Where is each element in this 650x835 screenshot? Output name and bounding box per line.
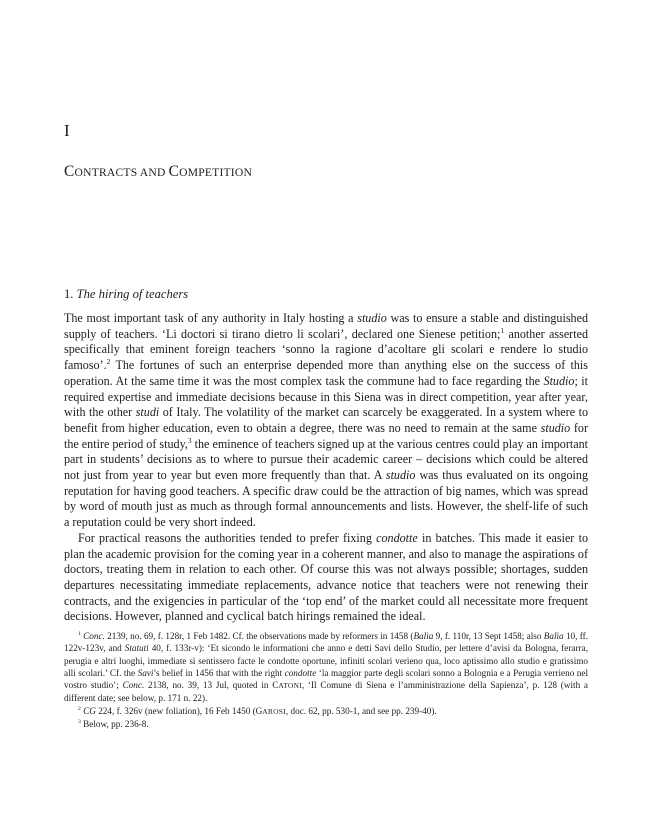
italic-term: Balìa bbox=[413, 631, 434, 641]
text-run: another asserted specifically that eminent foreign teachers ‘sonno la ragione d’acoltare gli scolari e rendere lo studio famoso’. bbox=[64, 326, 588, 373]
italic-term: studio bbox=[540, 420, 571, 435]
text-run: in batches. This made it easier to plan the academic provision for the coming year in a coherent manner, and also to manage the aspirations of doctors, treating them in relation to each other. Of course this was not always possible; shortages, sudden departures necessitating immediate replacements, advance notice that teachers were not renewing their contracts, and the exigencies in particular of the ‘top end’ of the market could all necessitate more frequent decisions. However, planned and cyclical batch hirings remained the ideal. bbox=[64, 530, 588, 624]
footnote-2 bbox=[64, 705, 588, 718]
italic-term: Savi bbox=[137, 667, 154, 678]
body-text bbox=[64, 311, 588, 625]
text-run: 2139, no. 69, f. 128r, 1 Feb 1482. Cf. the observations made by reformers in 1458 ( bbox=[104, 631, 414, 641]
text-run: ; it required expertise and immediate decisions because in this Siena was in direct competition, year after year, with the other bbox=[64, 373, 589, 420]
italic-term: Conc. bbox=[122, 680, 145, 691]
text-run: for the entire period of study, bbox=[64, 420, 588, 451]
text-run: , ‘Il Comune di Siena e l’amministrazione della Sapienza’, p. 128 (with a different date; see below, p. 171 n. 22). bbox=[64, 680, 588, 704]
text-run: , doc. 62, pp. 530-1, and see pp. 239-40). bbox=[285, 705, 437, 716]
section-heading bbox=[64, 287, 188, 302]
footnote-ref-1[interactable]: 1 bbox=[500, 325, 505, 335]
chapter-title bbox=[64, 163, 252, 181]
chapter-title-part-2: OMPETITION bbox=[179, 166, 253, 179]
text-run: was to ensure a stable and distinguished supply of teachers. ‘Li doctori si tirano dietro li scolari’, declared one Sienese petition; bbox=[64, 311, 588, 341]
footnotes bbox=[64, 630, 588, 730]
italic-term: condotte bbox=[376, 530, 418, 545]
footnote-3 bbox=[64, 718, 588, 730]
footnote-number: 2 bbox=[78, 705, 81, 712]
footnote-ref-3[interactable]: 3 bbox=[187, 435, 192, 445]
italic-term: studi bbox=[135, 405, 160, 420]
section-number: 1. bbox=[64, 287, 74, 301]
text-run: ‘la maggior parte degli scolari sonno a Bolognia e a Perugia verrieno nel vostro studio’; bbox=[64, 667, 589, 691]
author-name: ATONI bbox=[278, 681, 302, 691]
author-name: AROSI bbox=[262, 706, 286, 716]
chapter-title-part-1: ONTRACTS AND bbox=[74, 166, 169, 179]
text-run: the eminence of teachers signed up at the various centres could play an important part in students’ decisions as to where to pursue their academic career – decisions which could be altered not just from year to year but even more frequently than that. A bbox=[64, 436, 588, 483]
author-initial: C bbox=[272, 680, 279, 691]
text-run: of Italy. The volatility of the market can scarcely be exaggerated. In a system where to benefit from higher education, even to obtain a degree, there was no need to remain at the same bbox=[64, 405, 588, 435]
footnote-ref-2[interactable]: 2 bbox=[106, 357, 111, 367]
italic-term: Balìa bbox=[543, 631, 564, 641]
text-run: 9, f. 110r, 13 Sept 1458; also bbox=[433, 631, 544, 641]
text-run: 10, ff. 122v-123v, and bbox=[64, 631, 588, 654]
chapter-number: I bbox=[64, 121, 70, 140]
text-run: 2138, no. 39, 13 Jul, quoted in bbox=[144, 680, 273, 691]
text-run: The most important task of any authority in Italy hosting a bbox=[64, 311, 358, 325]
text-run: The fortunes of such an enterprise depended more than anything else on the success of this operation. At the same time it was the most complex task the commune had to face regarding the bbox=[64, 358, 588, 388]
italic-term: Conc. bbox=[83, 631, 105, 641]
text-run: ’s belief in 1456 that with the right bbox=[153, 667, 285, 678]
italic-term: studio bbox=[385, 468, 416, 483]
paragraph-1 bbox=[64, 311, 588, 531]
text-run: was thus evaluated on its ongoing reputation for having good teachers. A specific draw could be the attraction of big names, which was spread by word of mouth just as much as through formal announcements and lists. However, the shelf-life of such a reputation could be very short indeed. bbox=[64, 468, 588, 530]
text-run: Below, pp. 236-8. bbox=[83, 719, 149, 730]
italic-term: condotte bbox=[284, 667, 317, 678]
chapter-title-initial-2: C bbox=[168, 163, 180, 180]
author-initial: G bbox=[255, 705, 263, 716]
italic-term: CG bbox=[83, 705, 96, 716]
text-run: For practical reasons the authorities tended to prefer fixing bbox=[78, 530, 377, 545]
text-run: 40, f. 133r-v): ‘Et sicondo le informationi che anno e detti Savi dello Studio, per lettere d’avisi da Bologna, ferarra, perugia e altri luoghi, immediate si sentissero facte le condotte oportune, infiniti scolari verieno qua, loco aptissimo allo studio e gratissimo alli scolari.’ Cf. the bbox=[64, 643, 588, 678]
text-run: 224, f. 326v (new foliation), 16 Feb 1450 ( bbox=[95, 705, 256, 716]
section-title: The hiring of teachers bbox=[76, 287, 189, 301]
footnote-number: 3 bbox=[78, 719, 81, 726]
italic-term: Studio bbox=[543, 373, 575, 388]
chapter-title-initial-1: C bbox=[64, 163, 75, 180]
italic-term: Statuti bbox=[124, 643, 149, 654]
italic-term: studio bbox=[357, 311, 387, 325]
footnote-1 bbox=[64, 630, 588, 705]
paragraph-2 bbox=[64, 531, 588, 625]
footnote-number: 1 bbox=[78, 630, 81, 637]
